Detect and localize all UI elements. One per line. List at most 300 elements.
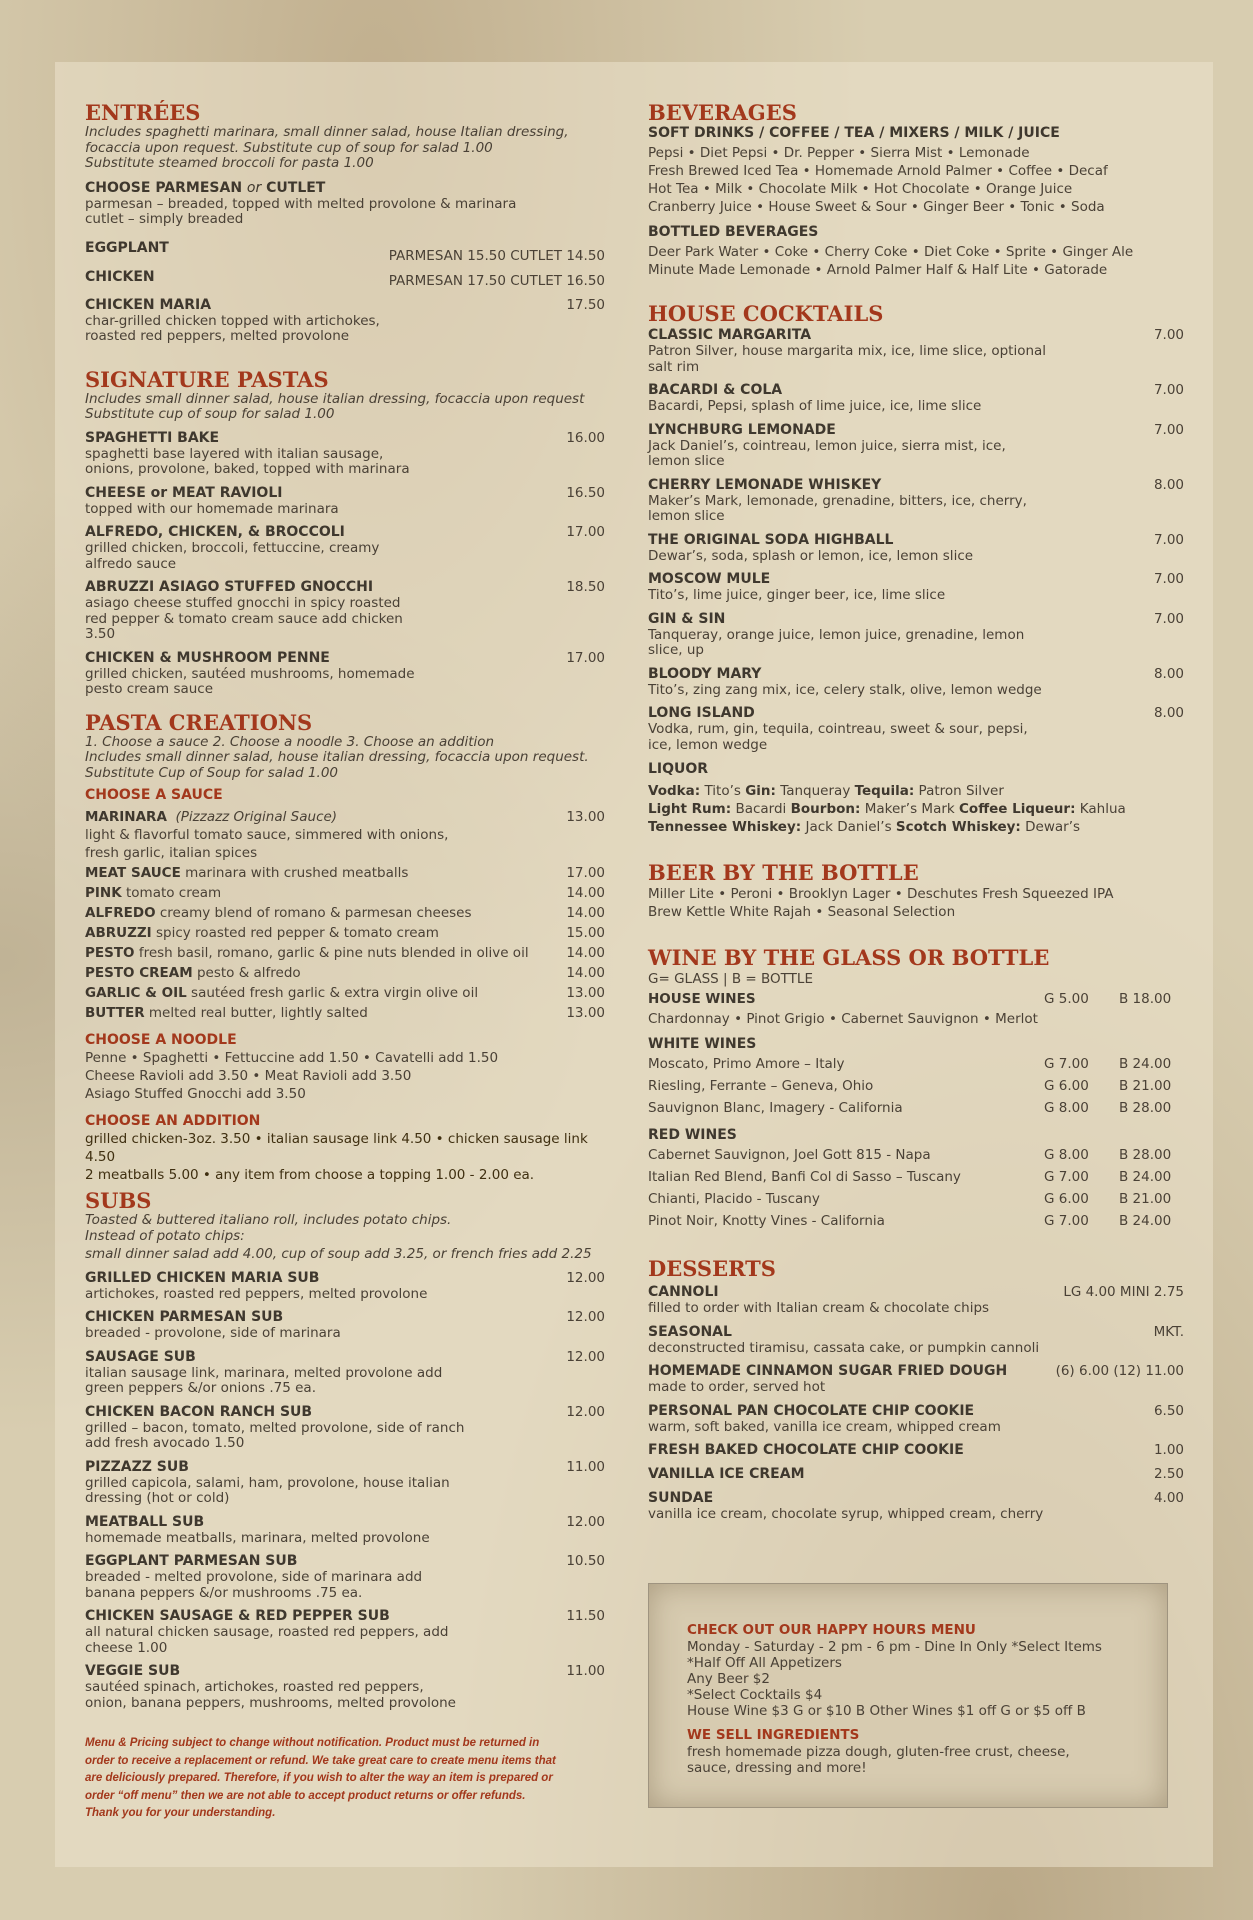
bottled-heading: BOTTLED BEVERAGES bbox=[648, 224, 819, 240]
wine-glass-price: G 7.00 bbox=[1044, 1056, 1089, 1072]
item-price: (6) 6.00 (12) 11.00 bbox=[1055, 1363, 1184, 1379]
item-name: CHICKEN PARMESAN SUB bbox=[85, 1309, 284, 1325]
item-price: 12.00 bbox=[566, 1269, 605, 1286]
menu-item bbox=[648, 327, 1184, 375]
item-desc: made to order, served hot bbox=[648, 1379, 826, 1395]
menu-item bbox=[648, 705, 1184, 753]
happy-hour-line: *Half Off All Appetizers bbox=[687, 1654, 842, 1671]
noodle-line: Cheese Ravioli add 3.50 • Meat Ravioli add 3.50 bbox=[85, 1068, 412, 1084]
addition-line: 2 meatballs 5.00 • any item from choose a topping 1.00 - 2.00 ea. bbox=[85, 1167, 535, 1183]
liquor-type: Light Rum: bbox=[648, 801, 732, 817]
wine-row bbox=[648, 1210, 1184, 1232]
liquor-type: Bourbon: bbox=[790, 801, 861, 817]
beer-title: BEER BY THE BOTTLE bbox=[648, 860, 919, 885]
sauce-name: ABRUZZI bbox=[85, 925, 152, 941]
wine-name: Cabernet Sauvignon, Joel Gott 815 - Napa bbox=[648, 1147, 931, 1163]
happy-hour-line: Monday - Saturday - 2 pm - 6 pm - Dine In Only *Select Items bbox=[687, 1638, 1102, 1655]
menu-item bbox=[85, 1404, 605, 1452]
ingredients-line: sauce, dressing and more! bbox=[687, 1759, 867, 1776]
item-text bbox=[648, 1324, 1039, 1357]
menu-item bbox=[648, 1324, 1184, 1357]
item-name: VEGGIE SUB bbox=[85, 1663, 181, 1679]
item-price: 8.00 bbox=[1153, 665, 1184, 682]
liquor-type: Vodka: bbox=[648, 783, 701, 799]
item-price: 12.00 bbox=[566, 1513, 605, 1530]
choose-desc bbox=[85, 197, 605, 228]
menu-item bbox=[85, 524, 605, 572]
sauce-name: PESTO bbox=[85, 945, 135, 961]
item-price: 17.50 bbox=[566, 296, 605, 313]
sauce-desc: tomato cream bbox=[125, 885, 222, 901]
liquor-brand: Dewar’s bbox=[1025, 819, 1081, 835]
item-price: 8.00 bbox=[1153, 705, 1184, 721]
item-price: PARMESAN 15.50 CUTLET 14.50 bbox=[388, 247, 605, 264]
item-text bbox=[648, 611, 1048, 659]
item-text bbox=[648, 327, 1048, 375]
sauce-desc: spicy roasted red pepper & tomato cream bbox=[156, 925, 439, 941]
wine-bottle-price: B 28.00 bbox=[1119, 1147, 1172, 1163]
white-wine-list bbox=[648, 1053, 1184, 1119]
item-desc: all natural chicken sausage, roasted red peppers, add cheese 1.00 bbox=[85, 1624, 449, 1656]
marinara-desc: light & flavorful tomato sauce, simmered with onions, bbox=[85, 827, 449, 843]
wine-row bbox=[648, 1166, 1184, 1188]
sauce-price: 14.00 bbox=[566, 965, 605, 981]
item-desc: Patron Silver, house margarita mix, ice, lime slice, optional salt rim bbox=[648, 343, 1047, 375]
item-desc: Tanqueray, orange juice, lemon juice, grenadine, lemon slice, up bbox=[648, 626, 1025, 658]
choose-desc-line: cutlet – simply breaded bbox=[85, 211, 244, 227]
disclaimer bbox=[85, 1735, 605, 1823]
sauce-row bbox=[85, 1004, 605, 1022]
item-price: 11.00 bbox=[566, 1663, 605, 1679]
item-text bbox=[85, 1270, 427, 1303]
menu-item bbox=[648, 1466, 1184, 1483]
item-name: PIZZAZZ SUB bbox=[85, 1458, 189, 1475]
creations-steps: 1. Choose a sauce 2. Choose a noodle 3. Choose an addition bbox=[85, 733, 495, 750]
sauce-desc: melted real butter, lightly salted bbox=[148, 1005, 368, 1021]
liquor-list bbox=[648, 782, 1184, 836]
item-name: HOMEMADE CINNAMON SUGAR FRIED DOUGH bbox=[648, 1363, 1008, 1379]
addition-line: grilled chicken-3oz. 3.50 • italian sausage link 4.50 • chicken sausage link 4.50 bbox=[85, 1131, 588, 1165]
disclaimer-line: Thank you for your understanding. bbox=[85, 1807, 276, 1819]
item-text bbox=[648, 532, 973, 565]
item-price: 12.00 bbox=[566, 1348, 605, 1365]
item-text bbox=[85, 1459, 465, 1507]
choose-b: CUTLET bbox=[266, 179, 326, 196]
item-desc: sautéed spinach, artichokes, roasted red peppers, onion, banana peppers, mushrooms, melted provolone bbox=[85, 1679, 456, 1711]
item-desc: breaded - melted provolone, side of marinara add banana peppers &/or mushrooms .75 ea. bbox=[85, 1569, 423, 1601]
item-price: 11.00 bbox=[566, 1458, 605, 1475]
entrees-title: ENTRÉES bbox=[85, 100, 201, 125]
wine-glass-price: G 7.00 bbox=[1044, 1213, 1089, 1229]
red-wines-heading: RED WINES bbox=[648, 1127, 737, 1143]
wine-glass-price: G 6.00 bbox=[1044, 1078, 1089, 1094]
menu-item bbox=[85, 269, 605, 290]
sauce-text bbox=[85, 964, 301, 982]
sauce-text bbox=[85, 984, 478, 1002]
item-name: CHERRY LEMONADE WHISKEY bbox=[648, 476, 882, 493]
sauce-text bbox=[85, 924, 439, 942]
item-desc: deconstructed tiramisu, cassata cake, or pumpkin cannoli bbox=[648, 1339, 1040, 1356]
liquor-brand: Kahlua bbox=[1079, 801, 1126, 817]
item-desc: Tito’s, lime juice, ginger beer, ice, lime slice bbox=[648, 587, 946, 603]
happy-hour-line: Any Beer $2 bbox=[687, 1670, 770, 1687]
liquor-brand: Patron Silver bbox=[918, 783, 1004, 799]
menu-item bbox=[85, 650, 605, 698]
wine-row bbox=[648, 1188, 1184, 1210]
item-name: CHICKEN BACON RANCH SUB bbox=[85, 1403, 313, 1420]
sauce-price: 15.00 bbox=[566, 925, 605, 941]
item-name: LYNCHBURG LEMONADE bbox=[648, 421, 836, 438]
item-text bbox=[85, 1663, 465, 1711]
item-name: GIN & SIN bbox=[648, 610, 726, 627]
item-desc: topped with our homemade marinara bbox=[85, 500, 339, 517]
liquor-type: Tequila: bbox=[854, 783, 915, 799]
item-desc: Maker’s Mark, lemonade, grenadine, bitters, ice, cherry, lemon slice bbox=[648, 492, 1027, 524]
sauce-name: MARINARA bbox=[85, 809, 167, 825]
item-name: CHICKEN SAUSAGE & RED PEPPER SUB bbox=[85, 1608, 390, 1624]
item-text bbox=[648, 382, 981, 415]
white-wines-heading: WHITE WINES bbox=[648, 1036, 757, 1052]
sauce-price: 17.00 bbox=[566, 865, 605, 881]
sauce-price: 13.00 bbox=[566, 1005, 605, 1021]
item-text bbox=[85, 1404, 465, 1452]
sauce-desc: fresh basil, romano, garlic & pine nuts blended in olive oil bbox=[138, 945, 529, 961]
liquor-brand: Tito’s bbox=[704, 783, 741, 799]
menu-sheet bbox=[55, 62, 1213, 1867]
item-desc: homemade meatballs, marinara, melted provolone bbox=[85, 1529, 430, 1546]
menu-item bbox=[85, 579, 605, 643]
item-name: SPAGHETTI BAKE bbox=[85, 429, 220, 446]
item-name: ABRUZZI ASIAGO STUFFED GNOCCHI bbox=[85, 579, 374, 595]
happy-hour-box bbox=[648, 1583, 1168, 1808]
menu-item bbox=[648, 382, 1184, 415]
item-name: BACARDI & COLA bbox=[648, 382, 783, 398]
wine-row bbox=[648, 1075, 1184, 1097]
wine-glass-price: G 7.00 bbox=[1044, 1169, 1089, 1185]
menu-item bbox=[85, 1663, 605, 1711]
choose-addition-heading: CHOOSE AN ADDITION bbox=[85, 1113, 261, 1129]
wine-glass-price: G 8.00 bbox=[1044, 1100, 1089, 1116]
liquor-line bbox=[648, 800, 1184, 818]
choose-or: or bbox=[246, 179, 262, 196]
wine-glass-price: G 6.00 bbox=[1044, 1191, 1089, 1207]
item-desc: Dewar’s, soda, splash or lemon, ice, lemon slice bbox=[648, 547, 974, 564]
wine-glass-price: G 5.00 bbox=[1044, 991, 1089, 1007]
item-text bbox=[85, 1608, 465, 1656]
item-desc: grilled capicola, salami, ham, provolone, house italian dressing (hot or cold) bbox=[85, 1474, 450, 1506]
sauce-list bbox=[85, 864, 605, 1022]
ingredients-title: WE SELL INGREDIENTS bbox=[687, 1726, 860, 1743]
item-price: 7.00 bbox=[1153, 327, 1184, 343]
right-column bbox=[648, 100, 1184, 1808]
item-name: THE ORIGINAL SODA HIGHBALL bbox=[648, 531, 894, 548]
left-column bbox=[85, 100, 605, 1823]
sauce-text bbox=[85, 1004, 368, 1022]
sauce-text bbox=[85, 884, 221, 902]
item-name: VANILLA ICE CREAM bbox=[648, 1466, 805, 1482]
menu-item bbox=[85, 297, 605, 345]
sauce-name: PINK bbox=[85, 885, 122, 901]
item-desc: asiago cheese stuffed gnocchi in spicy roasted red pepper & tomato cream sauce add chicken 3.50 bbox=[85, 595, 403, 642]
liquor-brand: Jack Daniel’s bbox=[805, 819, 892, 835]
item-text bbox=[648, 1363, 1007, 1396]
item-desc: Bacardi, Pepsi, splash of lime juice, ice, lime slice bbox=[648, 398, 982, 414]
item-text bbox=[648, 1466, 805, 1483]
item-desc: Vodka, rum, gin, tequila, cointreau, sweet & sour, pepsi, ice, lemon wedge bbox=[648, 721, 1028, 753]
menu-item bbox=[85, 1553, 605, 1601]
liquor-type: Tennessee Whiskey: bbox=[648, 819, 802, 835]
menu-item bbox=[648, 1403, 1184, 1436]
bottled-line: Minute Made Lemonade • Arnold Palmer Half & Half Lite • Gatorade bbox=[648, 262, 1108, 278]
sauce-row bbox=[85, 964, 605, 982]
item-name: GRILLED CHICKEN MARIA SUB bbox=[85, 1269, 320, 1286]
item-text bbox=[85, 1553, 465, 1601]
menu-item bbox=[85, 1608, 605, 1656]
item-text bbox=[648, 571, 945, 604]
cocktails-title: HOUSE COCKTAILS bbox=[648, 301, 884, 326]
item-price: 17.00 bbox=[566, 524, 605, 540]
item-text bbox=[85, 524, 415, 572]
item-text bbox=[648, 1490, 1043, 1523]
beer-line: Miller Lite • Peroni • Brooklyn Lager • Deschutes Fresh Squeezed IPA bbox=[648, 886, 1114, 902]
item-name: ALFREDO, CHICKEN, & BROCCOLI bbox=[85, 524, 345, 540]
item-name: SAUSAGE SUB bbox=[85, 1348, 196, 1365]
menu-item bbox=[85, 485, 605, 518]
item-desc: italian sausage link, marinara, melted provolone add green peppers &/or onions .75 ea. bbox=[85, 1364, 443, 1396]
soft-drinks-heading: SOFT DRINKS / COFFEE / TEA / MIXERS / MILK / JUICE bbox=[648, 125, 1060, 141]
item-price: MKT. bbox=[1153, 1323, 1184, 1340]
wine-bottle-price: B 28.00 bbox=[1119, 1100, 1172, 1116]
menu-item bbox=[648, 1442, 1184, 1459]
item-price: 2.50 bbox=[1153, 1466, 1184, 1482]
sauce-row bbox=[85, 924, 605, 942]
menu-item bbox=[648, 422, 1184, 470]
choose-parmesan-cutlet bbox=[85, 180, 605, 197]
bottled-line: Deer Park Water • Coke • Cherry Coke • Diet Coke • Sprite • Ginger Ale bbox=[648, 244, 1134, 260]
wine-bottle-price: B 24.00 bbox=[1119, 1169, 1172, 1185]
sauce-text bbox=[85, 864, 408, 882]
item-text bbox=[648, 1284, 989, 1317]
beverages-title: BEVERAGES bbox=[648, 100, 797, 125]
item-desc: breaded - provolone, side of marinara bbox=[85, 1325, 341, 1341]
sauce-name: PESTO CREAM bbox=[85, 965, 193, 981]
entrees-note: Includes spaghetti marinara, small dinner salad, house Italian dressing, bbox=[85, 124, 569, 140]
item-name: EGGPLANT bbox=[85, 239, 169, 256]
marinara-desc: fresh garlic, italian spices bbox=[85, 845, 258, 861]
beer-line: Brew Kettle White Rajah • Seasonal Selection bbox=[648, 904, 956, 920]
signature-note: Substitute cup of soup for salad 1.00 bbox=[85, 406, 335, 422]
item-desc: char-grilled chicken topped with artichokes, roasted red peppers, melted provolone bbox=[85, 312, 380, 344]
liquor-line bbox=[648, 818, 1184, 836]
item-price: 12.00 bbox=[566, 1309, 605, 1325]
sauce-row bbox=[85, 904, 605, 922]
entrees-notes bbox=[85, 125, 605, 172]
item-name: CHICKEN & MUSHROOM PENNE bbox=[85, 649, 330, 666]
menu-item bbox=[85, 430, 605, 478]
item-text bbox=[85, 1309, 341, 1342]
sauce-row bbox=[85, 884, 605, 902]
item-desc: filled to order with Italian cream & chocolate chips bbox=[648, 1300, 990, 1316]
soft-line: Pepsi • Diet Pepsi • Dr. Pepper • Sierra Mist • Lemonade bbox=[648, 145, 1030, 161]
item-desc: warm, soft baked, vanilla ice cream, whipped cream bbox=[648, 1418, 1001, 1435]
sauce-desc: pesto & alfredo bbox=[196, 965, 301, 981]
sauce-sub: (Pizzazz Original Sauce) bbox=[175, 809, 338, 825]
dessert-items bbox=[648, 1284, 1184, 1523]
liquor-brand: Maker’s Mark bbox=[864, 801, 955, 817]
subs-note: small dinner salad add 4.00, cup of soup add 3.25, or french fries add 2.25 bbox=[85, 1246, 592, 1262]
item-text bbox=[85, 1514, 430, 1547]
creations-notes bbox=[85, 735, 605, 782]
menu-item bbox=[85, 1270, 605, 1303]
wine-name: Riesling, Ferrante – Geneva, Ohio bbox=[648, 1078, 874, 1094]
item-text bbox=[648, 705, 1048, 753]
entrees-note: Substitute steamed broccoli for pasta 1.00 bbox=[85, 155, 374, 171]
wine-row bbox=[648, 1097, 1184, 1119]
menu-item bbox=[85, 240, 605, 265]
item-text bbox=[648, 422, 1048, 470]
wine-name: Pinot Noir, Knotty Vines - California bbox=[648, 1213, 885, 1229]
item-text bbox=[85, 650, 415, 698]
sauce-row bbox=[85, 864, 605, 882]
item-desc: grilled chicken, broccoli, fettuccine, creamy alfredo sauce bbox=[85, 540, 380, 572]
item-price: 4.00 bbox=[1153, 1490, 1184, 1506]
item-price: LG 4.00 MINI 2.75 bbox=[1063, 1284, 1184, 1300]
item-price: 18.50 bbox=[566, 579, 605, 595]
item-text bbox=[85, 430, 415, 478]
wine-bottle-price: B 24.00 bbox=[1119, 1056, 1172, 1072]
menu-item bbox=[648, 477, 1184, 525]
signature-items bbox=[85, 430, 605, 698]
wine-title: WINE BY THE GLASS OR BOTTLE bbox=[648, 945, 1050, 970]
item-name: CHICKEN bbox=[85, 268, 155, 285]
wine-name: Chianti, Placido - Tuscany bbox=[648, 1191, 820, 1207]
disclaimer-line: order to receive a replacement or refund. We take great care to create menu items that bbox=[85, 1754, 556, 1767]
subs-title: SUBS bbox=[85, 1188, 152, 1213]
wine-bottle-price: B 21.00 bbox=[1119, 1078, 1172, 1094]
soft-line: Fresh Brewed Iced Tea • Homemade Arnold Palmer • Coffee • Decaf bbox=[648, 163, 1108, 179]
menu-item bbox=[648, 1363, 1184, 1396]
sauce-name: ALFREDO bbox=[85, 905, 156, 921]
item-price: 8.00 bbox=[1153, 476, 1184, 493]
sauce-name: MEAT SAUCE bbox=[85, 865, 181, 881]
menu-item bbox=[85, 1349, 605, 1397]
choose-a: CHOOSE PARMESAN bbox=[85, 179, 243, 196]
sauce-row bbox=[85, 984, 605, 1002]
noodle-line: Asiago Stuffed Gnocchi add 3.50 bbox=[85, 1086, 306, 1102]
item-price: 1.00 bbox=[1153, 1442, 1184, 1458]
cocktail-items bbox=[648, 327, 1184, 753]
sauce-name: BUTTER bbox=[85, 1005, 145, 1021]
liquor-brand: Bacardi bbox=[735, 801, 787, 817]
wine-name: Moscato, Primo Amore – Italy bbox=[648, 1056, 845, 1072]
house-wines-heading: HOUSE WINES bbox=[648, 991, 756, 1007]
sauce-row bbox=[85, 808, 605, 826]
item-name: BLOODY MARY bbox=[648, 665, 762, 682]
sauce-price: 13.00 bbox=[566, 809, 605, 825]
item-name: LONG ISLAND bbox=[648, 705, 755, 721]
disclaimer-line: Menu & Pricing subject to change without notification. Product must be returned in bbox=[85, 1737, 540, 1749]
sauce-name: GARLIC & OIL bbox=[85, 985, 187, 1001]
item-price: 7.00 bbox=[1153, 571, 1184, 587]
subs-items bbox=[85, 1270, 605, 1712]
choose-desc-line: parmesan – breaded, topped with melted provolone & marinara bbox=[85, 195, 517, 212]
item-name: CHEESE or MEAT RAVIOLI bbox=[85, 484, 283, 501]
item-price: 16.50 bbox=[566, 484, 605, 501]
soft-line: Hot Tea • Milk • Chocolate Milk • Hot Chocolate • Orange Juice bbox=[648, 181, 1073, 197]
sauce-price: 13.00 bbox=[566, 985, 605, 1001]
item-text bbox=[648, 1403, 1001, 1436]
sauce-row bbox=[85, 944, 605, 962]
item-desc: grilled – bacon, tomato, melted provolone, side of ranch add fresh avocado 1.50 bbox=[85, 1419, 465, 1451]
item-name: CHICKEN MARIA bbox=[85, 296, 212, 313]
wine-legend: G= GLASS | B = BOTTLE bbox=[648, 971, 813, 987]
wine-glass-price: G 8.00 bbox=[1044, 1147, 1089, 1163]
signature-note: Includes small dinner salad, house italian dressing, focaccia upon request bbox=[85, 390, 585, 407]
item-desc: artichokes, roasted red peppers, melted provolone bbox=[85, 1285, 428, 1302]
subs-notes bbox=[85, 1213, 605, 1263]
sauce-price: 14.00 bbox=[566, 945, 605, 961]
item-desc: Jack Daniel’s, cointreau, lemon juice, sierra mist, ice, lemon slice bbox=[648, 437, 1006, 469]
item-name: MEATBALL SUB bbox=[85, 1513, 205, 1530]
menu-item bbox=[85, 1459, 605, 1507]
item-price: 10.50 bbox=[566, 1553, 605, 1569]
creations-note: Substitute Cup of Soup for salad 1.00 bbox=[85, 764, 339, 781]
item-text bbox=[85, 579, 415, 643]
noodle-line: Penne • Spaghetti • Fettuccine add 1.50 • Cavatelli add 1.50 bbox=[85, 1050, 499, 1066]
disclaimer-line: order “off menu” then we are not able to accept product returns or offer refunds. bbox=[85, 1789, 526, 1802]
wine-bottle-price: B 21.00 bbox=[1119, 1191, 1172, 1207]
item-name: CLASSIC MARGARITA bbox=[648, 327, 812, 343]
disclaimer-line: are deliciously prepared. Therefore, if you wish to alter the way an item is prepared or bbox=[85, 1772, 553, 1784]
choose-sauce-heading: CHOOSE A SAUCE bbox=[85, 787, 223, 803]
item-price: 7.00 bbox=[1153, 382, 1184, 398]
menu-item bbox=[648, 532, 1184, 565]
wine-name: Italian Red Blend, Banfi Col di Sasso – Tuscany bbox=[648, 1169, 961, 1185]
item-desc: vanilla ice cream, chocolate syrup, whipped cream, cherry bbox=[648, 1506, 1044, 1522]
creations-title: PASTA CREATIONS bbox=[85, 709, 313, 735]
liquor-type: Scotch Whiskey: bbox=[895, 819, 1021, 835]
liquor-heading: LIQUOR bbox=[648, 761, 709, 777]
item-name: CANNOLI bbox=[648, 1284, 719, 1300]
menu-item bbox=[648, 611, 1184, 659]
item-desc: Tito’s, zing zang mix, ice, celery stalk, olive, lemon wedge bbox=[648, 681, 1042, 698]
item-desc: spaghetti base layered with italian sausage, onions, provolone, baked, topped with marinara bbox=[85, 445, 410, 477]
item-price: 12.00 bbox=[566, 1403, 605, 1420]
ingredients-line: fresh homemade pizza dough, gluten-free crust, cheese, bbox=[687, 1743, 1070, 1760]
house-wines-row bbox=[648, 988, 1184, 1010]
menu-item bbox=[648, 571, 1184, 604]
sauce-desc: creamy blend of romano & parmesan cheeses bbox=[159, 905, 472, 921]
wine-row bbox=[648, 1053, 1184, 1075]
sauce-text bbox=[85, 904, 472, 922]
creations-note: Includes small dinner salad, house italian dressing, focaccia upon request. bbox=[85, 749, 589, 765]
signature-notes bbox=[85, 392, 605, 423]
desserts-title: DESSERTS bbox=[648, 1256, 776, 1281]
choose-noodle-heading: CHOOSE A NOODLE bbox=[85, 1032, 237, 1048]
wine-bottle-price: B 18.00 bbox=[1119, 991, 1172, 1007]
wine-name: Sauvignon Blanc, Imagery - California bbox=[648, 1100, 903, 1116]
item-text bbox=[85, 1349, 465, 1397]
sauce-price: 14.00 bbox=[566, 885, 605, 901]
sauce-text bbox=[85, 944, 529, 962]
item-name: PERSONAL PAN CHOCOLATE CHIP COOKIE bbox=[648, 1402, 975, 1419]
entrees-note: focaccia upon request. Substitute cup of soup for salad 1.00 bbox=[85, 139, 493, 156]
menu-item bbox=[648, 1490, 1184, 1523]
menu-item bbox=[85, 1309, 605, 1342]
menu-item bbox=[85, 1514, 605, 1547]
sauce-desc: sautéed fresh garlic & extra virgin olive oil bbox=[191, 985, 479, 1001]
wine-row bbox=[648, 1144, 1184, 1166]
